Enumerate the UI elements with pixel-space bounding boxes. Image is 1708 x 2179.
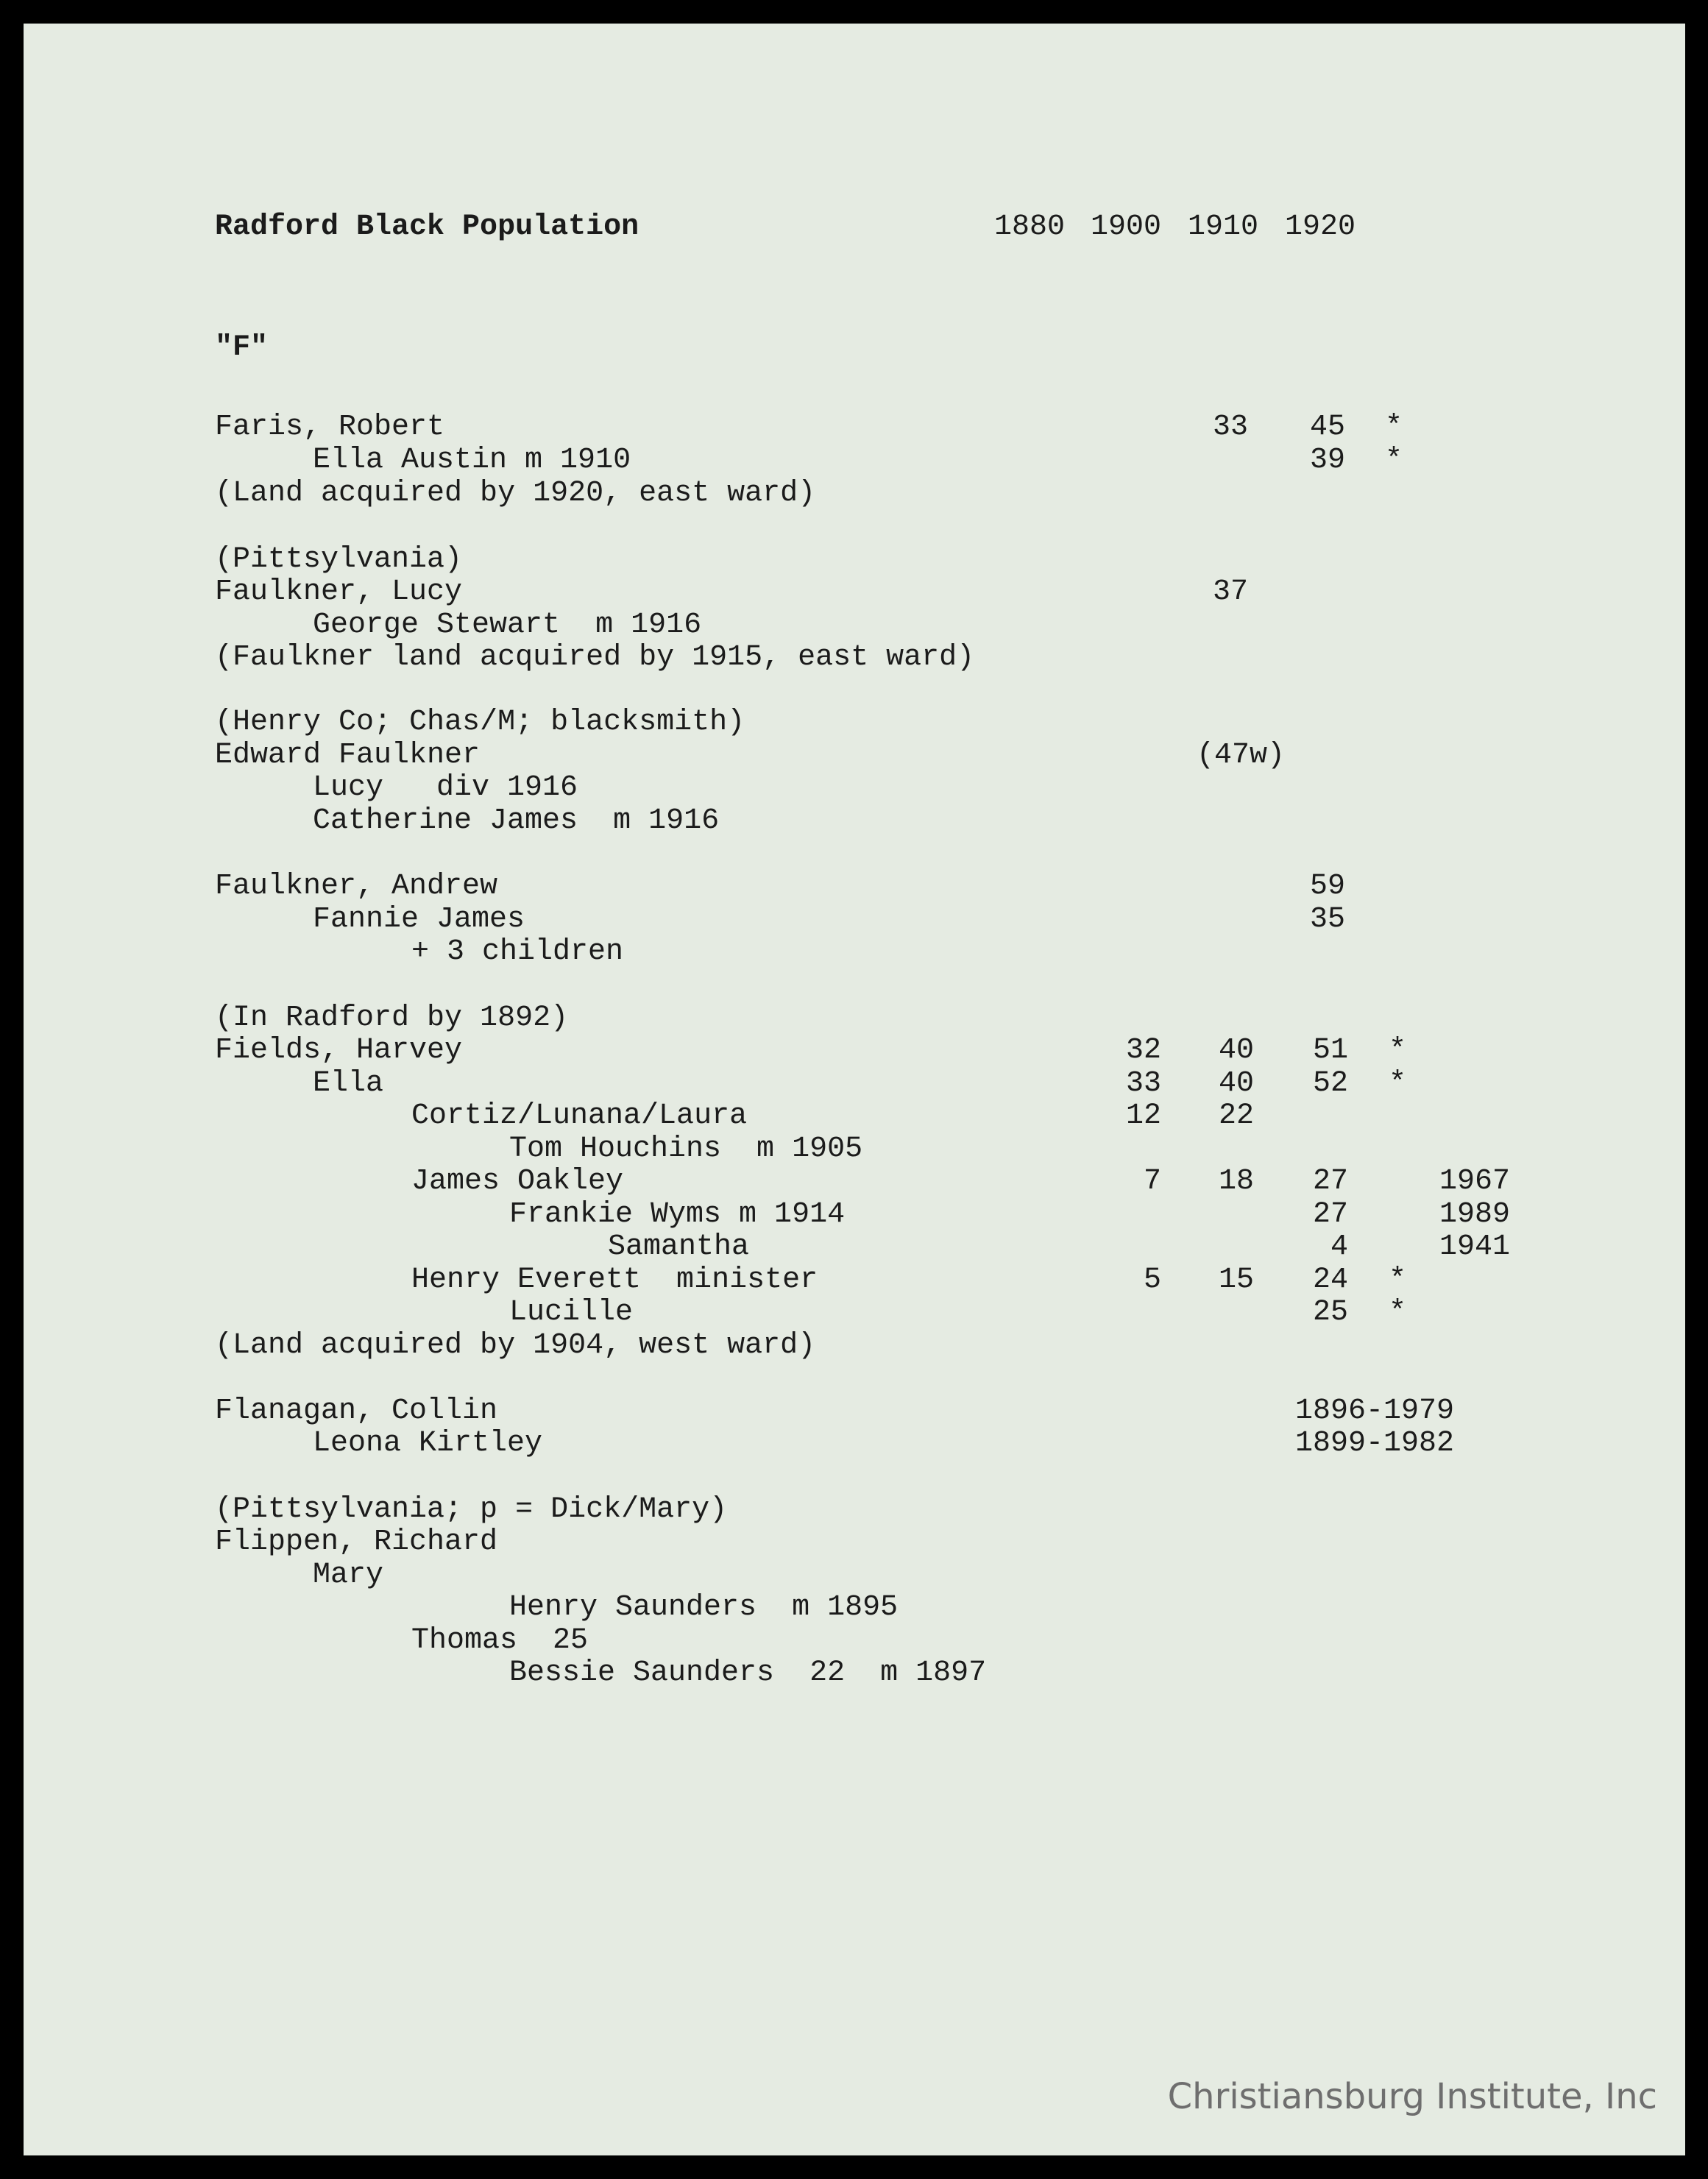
census-value: 7 [1143, 1165, 1161, 1198]
entry-name: Samantha [608, 1230, 750, 1264]
entry-name: Henry Saunders m 1895 [509, 1591, 899, 1624]
entry-name: Mary [313, 1559, 384, 1592]
entry-name: Faulkner, Lucy [215, 575, 463, 609]
death-year: 1941 [1439, 1230, 1510, 1264]
year-header-1900: 1900 [1091, 210, 1162, 244]
entry-name: Frankie Wyms m 1914 [509, 1198, 846, 1231]
entry-name: Flippen, Richard [215, 1526, 498, 1559]
entry-name: Tom Houchins m 1905 [509, 1133, 863, 1166]
section-letter: "F" [215, 331, 269, 364]
entry-name: Henry Everett minister [411, 1264, 818, 1297]
entry-name: Edward Faulkner [215, 739, 481, 772]
entry-name: Leona Kirtley [313, 1427, 543, 1460]
note-line: (Pittsylvania) [215, 543, 463, 576]
census-value: 25 [1312, 1296, 1348, 1329]
entry-name: Ella [313, 1067, 384, 1100]
census-value: 37 [1212, 575, 1248, 609]
census-value: 27 [1312, 1165, 1348, 1198]
asterisk-mark: * [1389, 1034, 1407, 1067]
asterisk-mark: * [1385, 411, 1403, 444]
entry-name: Ella Austin m 1910 [313, 444, 631, 477]
census-value: 4 [1330, 1230, 1348, 1264]
census-value: 27 [1312, 1198, 1348, 1231]
year-header-1880: 1880 [994, 210, 1066, 244]
note-line: (In Radford by 1892) [215, 1002, 569, 1035]
census-value: 33 [1125, 1067, 1161, 1100]
note-line: (Land acquired by 1904, west ward) [215, 1329, 816, 1362]
death-year: 1967 [1439, 1165, 1510, 1198]
life-dates: 1899-1982 [1295, 1427, 1455, 1460]
census-value: 24 [1312, 1264, 1348, 1297]
census-value: 15 [1218, 1264, 1254, 1297]
entry-name: Fields, Harvey [215, 1034, 463, 1067]
census-value: 12 [1125, 1099, 1161, 1133]
census-value: 18 [1218, 1165, 1254, 1198]
entry-name: Flanagan, Collin [215, 1395, 498, 1428]
asterisk-mark: * [1389, 1067, 1407, 1100]
census-value: 5 [1143, 1264, 1161, 1297]
document-page [24, 24, 1685, 2155]
entry-name: James Oakley [411, 1165, 624, 1198]
death-year: 1989 [1439, 1198, 1510, 1231]
census-value: 22 [1218, 1099, 1254, 1133]
note-line: (Henry Co; Chas/M; blacksmith) [215, 706, 745, 739]
life-dates: 1896-1979 [1295, 1395, 1455, 1428]
census-value: 35 [1309, 903, 1345, 936]
entry-name: Lucille [509, 1296, 634, 1329]
year-header-1920: 1920 [1285, 210, 1356, 244]
entry-name: Cortiz/Lunana/Laura [411, 1099, 748, 1133]
asterisk-mark: * [1389, 1264, 1407, 1297]
entry-name: + 3 children [411, 935, 624, 968]
entry-name: Lucy div 1916 [313, 771, 578, 804]
entry-name: Catherine James m 1916 [313, 804, 720, 837]
note-line: (Pittsylvania; p = Dick/Mary) [215, 1493, 728, 1526]
census-value: 40 [1218, 1034, 1254, 1067]
census-value: 33 [1212, 411, 1248, 444]
note-line: (Land acquired by 1920, east ward) [215, 477, 816, 510]
page-title: Radford Black Population [215, 210, 639, 244]
note-line: (Faulkner land acquired by 1915, east ward) [215, 641, 975, 674]
entry-name: George Stewart m 1916 [313, 609, 702, 642]
census-value: 45 [1309, 411, 1345, 444]
entry-name: Faris, Robert [215, 411, 445, 444]
asterisk-mark: * [1385, 444, 1403, 477]
watermark: Christiansburg Institute, Inc [1167, 2076, 1657, 2117]
entry-name: Thomas 25 [411, 1624, 589, 1657]
year-header-1910: 1910 [1188, 210, 1259, 244]
entry-name: Fannie James [313, 903, 525, 936]
census-value: 39 [1309, 444, 1345, 477]
census-value: (47w) [1197, 739, 1286, 772]
entry-name: Bessie Saunders 22 m 1897 [509, 1657, 987, 1690]
census-value: 32 [1125, 1034, 1161, 1067]
census-value: 40 [1218, 1067, 1254, 1100]
census-value: 52 [1312, 1067, 1348, 1100]
census-value: 59 [1309, 870, 1345, 903]
asterisk-mark: * [1389, 1296, 1407, 1329]
census-value: 51 [1312, 1034, 1348, 1067]
entry-name: Faulkner, Andrew [215, 870, 498, 903]
